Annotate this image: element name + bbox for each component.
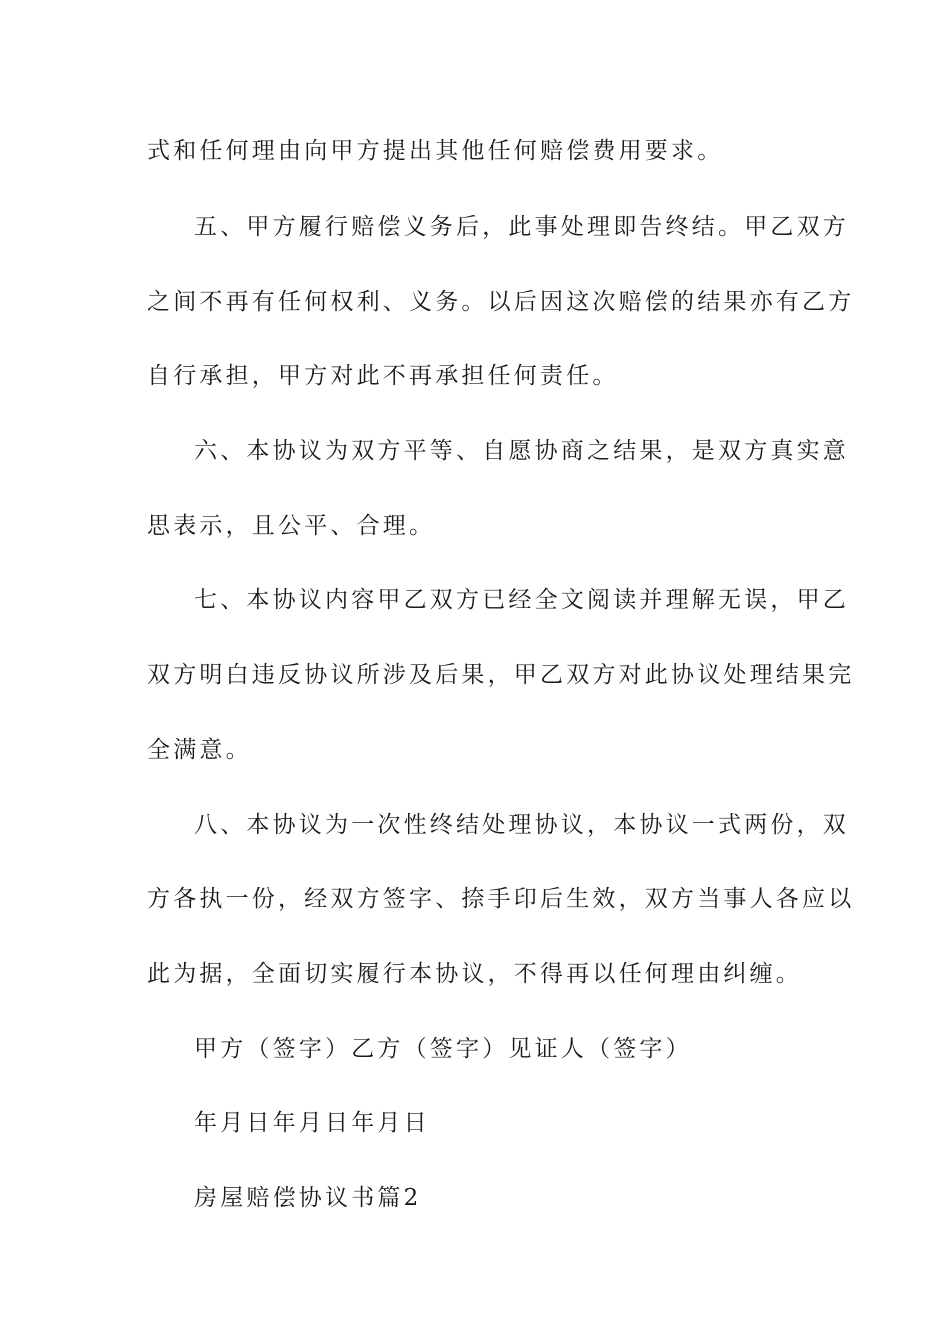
clause-5-line: 五、甲方履行赔偿义务后，此事处理即告终结。甲乙双方 [194,214,849,240]
text-line: 方各执一份，经双方签字、捺手印后生效，双方当事人各应以 [147,886,855,912]
clause-8-line: 八、本协议为一次性终结处理协议，本协议一式两份，双 [194,812,849,838]
text-line: 思表示，且公平、合理。 [147,513,436,539]
clause-6-line: 六、本协议为双方平等、自愿协商之结果，是双方真实意 [194,438,849,464]
text-line: 双方明白违反协议所涉及后果，甲乙双方对此协议处理结果完 [147,662,855,688]
date-line: 年月日年月日年月日 [194,1110,430,1136]
text-line: 式和任何理由向甲方提出其他任何赔偿费用要求。 [147,138,724,164]
clause-7-line: 七、本协议内容甲乙双方已经全文阅读并理解无误，甲乙 [194,587,849,613]
text-line: 全满意。 [147,737,252,763]
signature-line: 甲方（签字）乙方（签字）见证人（签字） [194,1036,692,1062]
section-heading: 房屋赔偿协议书篇2 [194,1185,422,1211]
text-line: 此为据，全面切实履行本协议，不得再以任何理由纠缠。 [147,961,802,987]
text-line: 之间不再有任何权利、义务。以后因这次赔偿的结果亦有乙方 [147,289,855,315]
text-line: 自行承担，甲方对此不再承担任何责任。 [147,363,619,389]
